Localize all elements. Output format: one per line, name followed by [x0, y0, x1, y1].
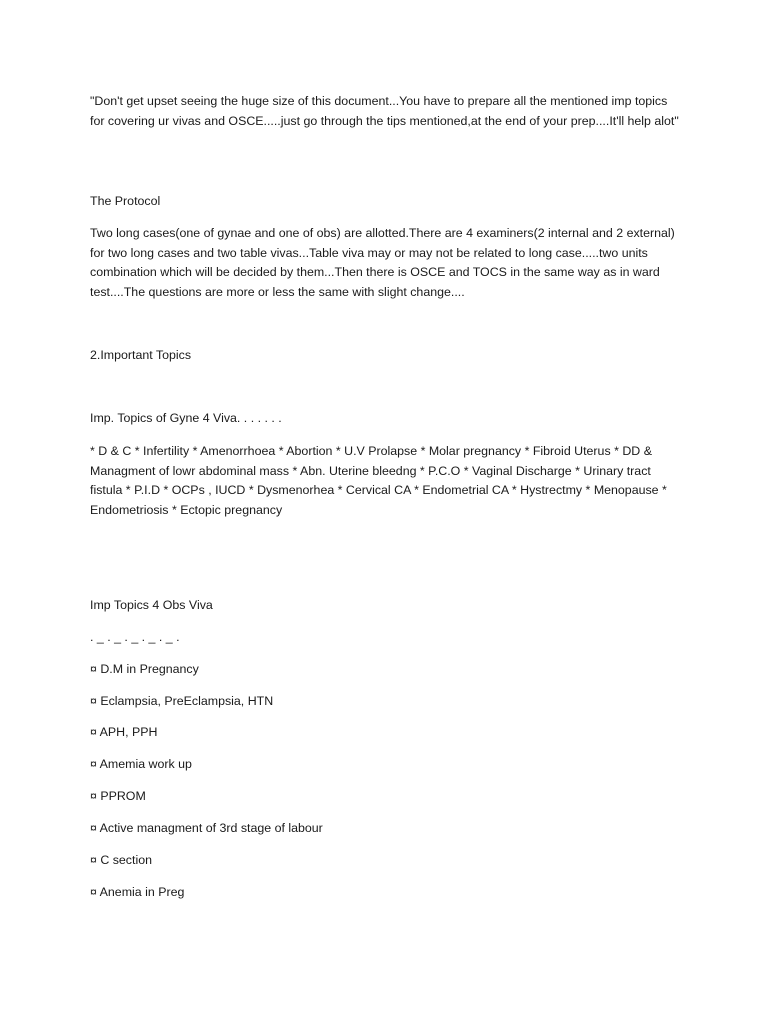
obs-item: ¤ PPROM — [90, 789, 146, 803]
obs-topics-heading: Imp Topics 4 Obs Viva — [90, 598, 213, 612]
obs-item: ¤ C section — [90, 853, 152, 867]
intro-quote: "Don't get upset seeing the huge size of this document...You have to prepare all the mentioned imp topics for covering ur vivas and OSCE.....just go through the tips mentioned,at the end of your prep....It'll help alot" — [90, 94, 679, 128]
obs-item: ¤ D.M in Pregnancy — [90, 662, 199, 676]
obs-separator: . _ . _ . _ . _ . _ . — [90, 630, 180, 644]
important-topics-heading: 2.Important Topics — [90, 348, 192, 362]
gyne-topics-list: * D & C * Infertility * Amenorrhoea * Abortion * U.V Prolapse * Molar pregnancy * Fibroid Uterus * DD & Managment of lowr abdominal mass * Abn. Uterine bleedng * P.C.O * Vaginal Discharge * Urinary tract fistula * P.I.D * OCPs , IUCD * Dysmenorhea * Cervical CA * Endometrial CA * Hystrectmy * Menopause * Endometriosis * Ectopic pregnancy — [90, 444, 667, 517]
obs-item: ¤ Anemia in Preg — [90, 885, 185, 899]
protocol-heading: The Protocol — [90, 194, 161, 208]
gyne-topics-heading: Imp. Topics of Gyne 4 Viva. . . . . . . — [90, 411, 282, 425]
protocol-paragraph: Two long cases(one of gynae and one of obs) are allotted.There are 4 examiners(2 internal and 2 external) for two long cases and two table vivas...Table viva may or may not be related to long case.....two units combination which will be decided by them...Then there is OSCE and TOCS in the same way as in ward test....The questions are more or less the same with slight change.... — [90, 226, 675, 299]
obs-item: ¤ APH, PPH — [90, 725, 158, 739]
obs-item: ¤ Eclampsia, PreEclampsia, HTN — [90, 694, 274, 708]
obs-item: ¤ Amemia work up — [90, 757, 192, 771]
obs-item: ¤ Active managment of 3rd stage of labour — [90, 821, 323, 835]
